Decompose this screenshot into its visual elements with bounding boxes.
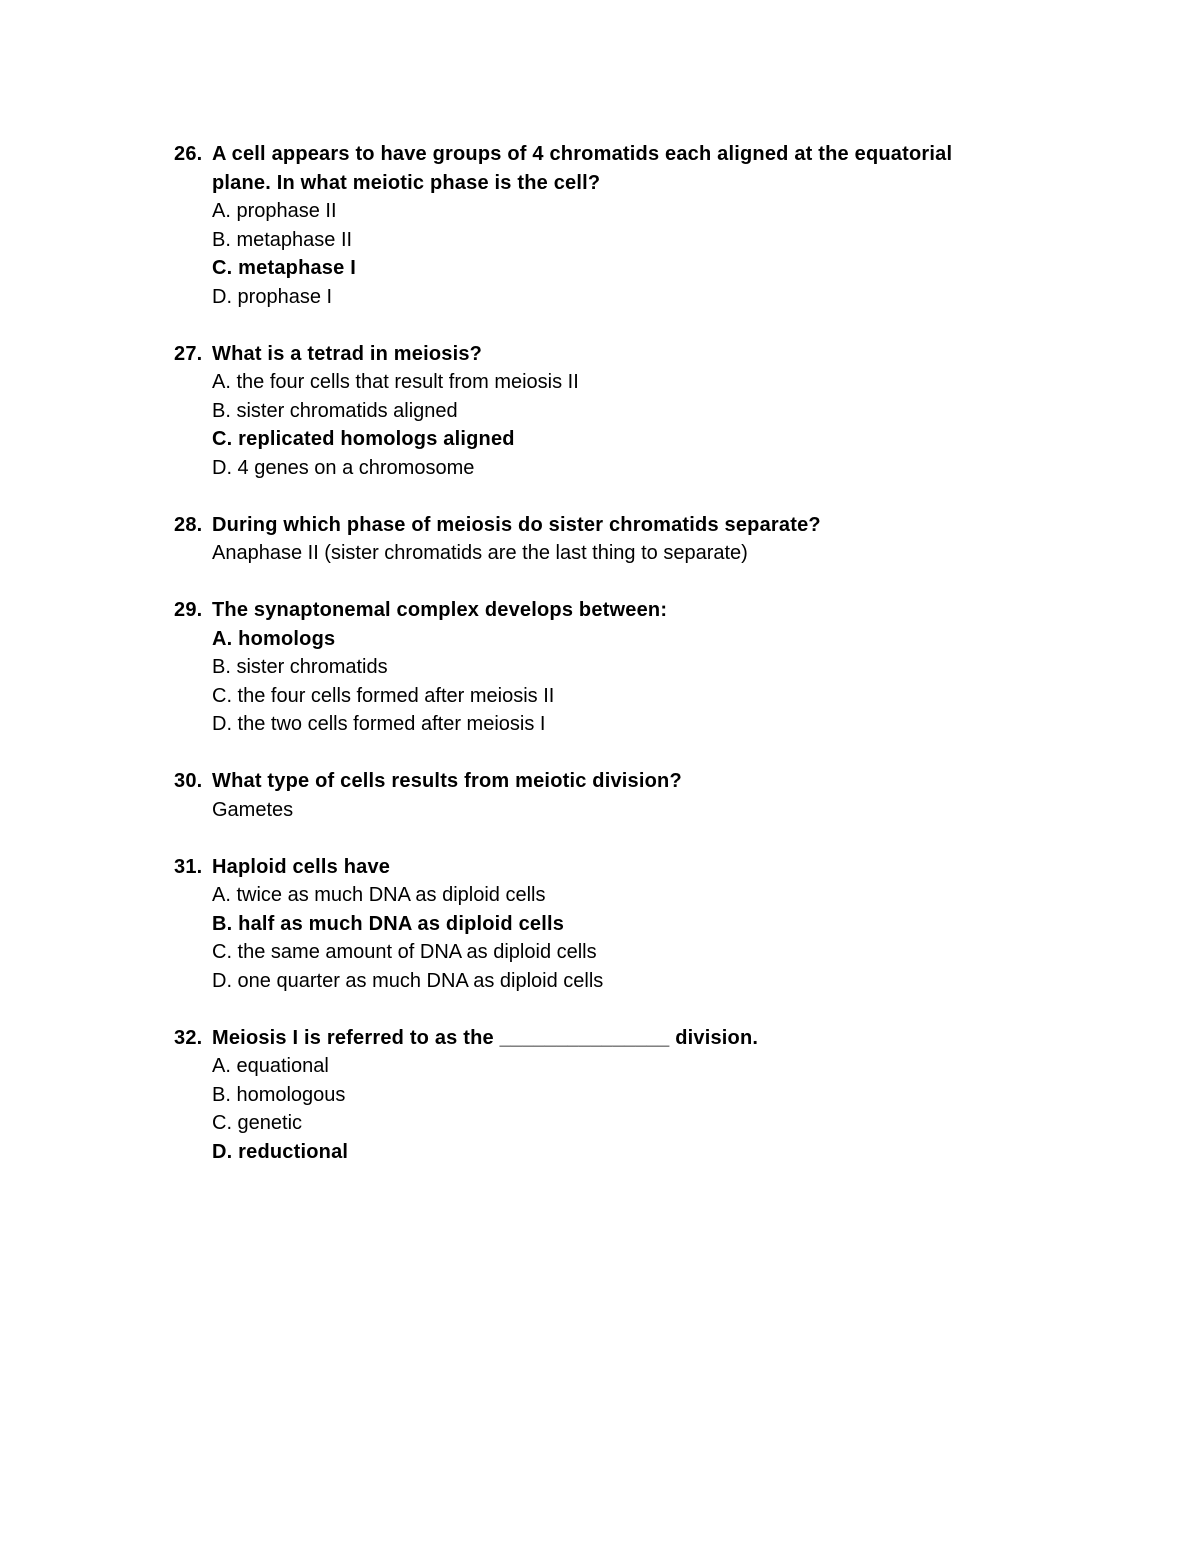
- answer-option: D. prophase I: [212, 285, 333, 308]
- correct-answer-option: C. metaphase I: [212, 257, 356, 279]
- answer-option: B. homologous: [212, 1083, 346, 1106]
- correct-answer-option: D. reductional: [212, 1140, 349, 1163]
- question-32: [0, 1024, 1200, 1167]
- answer-option: C. genetic: [212, 1112, 303, 1134]
- answer-option: D. one quarter as much DNA as diploid cells: [212, 969, 604, 992]
- question-30: [0, 767, 1200, 824]
- question-number: 31.: [174, 855, 203, 878]
- question-26: [0, 140, 1200, 311]
- answer-option: D. the two cells formed after meiosis I: [212, 713, 546, 735]
- question-number: 32.: [174, 1026, 203, 1049]
- question-text: During which phase of meiosis do sister chromatids separate?: [212, 513, 821, 536]
- question-text: A cell appears to have groups of 4 chromatids each aligned at the equatorial plane. In what meiotic phase is the cell?: [212, 143, 953, 194]
- question-text: What is a tetrad in meiosis?: [212, 342, 483, 365]
- answer-option: A. twice as much DNA as diploid cells: [212, 884, 546, 906]
- question-number: 28.: [174, 513, 203, 536]
- question-28: [0, 511, 1200, 568]
- question-31: [0, 853, 1200, 996]
- question-text: What type of cells results from meiotic division?: [212, 770, 682, 792]
- correct-answer-option: A. homologs: [212, 627, 336, 650]
- answer-option: A. prophase II: [212, 200, 337, 222]
- answer-option: B. sister chromatids aligned: [212, 399, 458, 422]
- correct-answer-option: C. replicated homologs aligned: [212, 428, 515, 450]
- correct-answer-option: B. half as much DNA as diploid cells: [212, 912, 565, 935]
- answer-option: D. 4 genes on a chromosome: [212, 456, 475, 479]
- question-number: 26.: [174, 143, 203, 165]
- answer-text: Anaphase II (sister chromatids are the last thing to separate): [212, 542, 748, 564]
- question-text: Meiosis I is referred to as the _______________ division.: [212, 1026, 759, 1049]
- answer-text: Gametes: [212, 798, 294, 821]
- answer-option: A. equational: [212, 1055, 329, 1077]
- question-number: 27.: [174, 342, 203, 365]
- question-text: The synaptonemal complex develops between:: [212, 599, 668, 621]
- question-29: [0, 596, 1200, 739]
- question-number: 30.: [174, 770, 203, 792]
- question-27: [0, 340, 1200, 483]
- document-page: [0, 140, 1200, 1195]
- question-number: 29.: [174, 599, 203, 621]
- answer-option: B. metaphase II: [212, 228, 353, 251]
- answer-option: B. sister chromatids: [212, 656, 388, 678]
- answer-option: C. the same amount of DNA as diploid cells: [212, 941, 597, 963]
- question-text: Haploid cells have: [212, 855, 391, 878]
- answer-option: A. the four cells that result from meiosis II: [212, 371, 579, 393]
- answer-option: C. the four cells formed after meiosis II: [212, 684, 555, 707]
